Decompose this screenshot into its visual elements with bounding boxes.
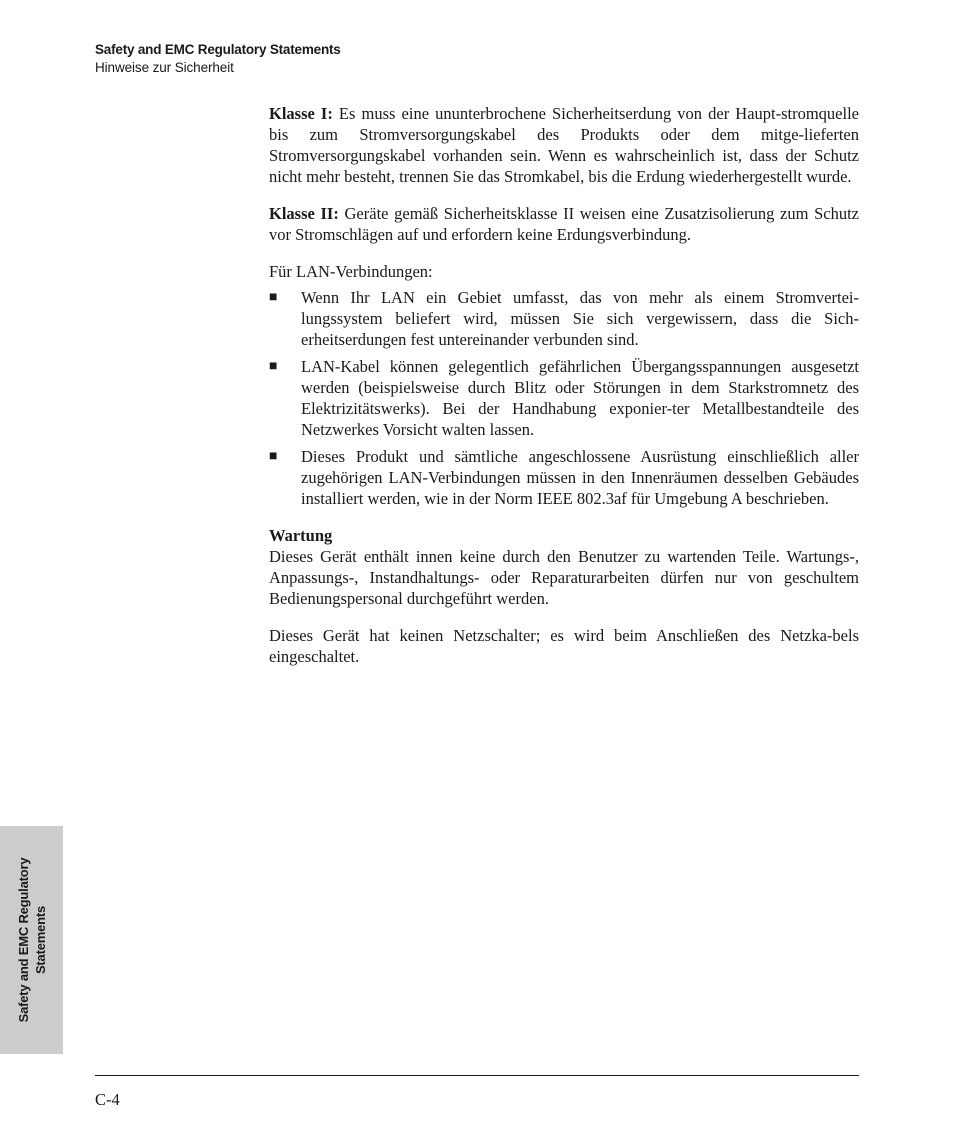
list-item: [269, 446, 859, 509]
list-item: [269, 356, 859, 440]
footer-divider: [95, 1075, 859, 1076]
bullet-square-icon: ■: [269, 359, 278, 374]
maintenance-heading: Wartung: [269, 526, 333, 545]
header-title: Safety and EMC Regulatory Statements: [95, 42, 341, 57]
maintenance-text: Dieses Gerät enthält innen keine durch den Benutzer zu wartenden Teile. Wartungs-, Anpassungs-, Instandhaltungs- oder Reparaturarbeiten dürfen nur von geschultem Bedienungspersonal durchgeführt werden.: [269, 547, 859, 608]
list-item-text: Dieses Produkt und sämtliche angeschlossene Ausrüstung einschließlich aller zugehörigen LAN-Verbindungen müssen in den Innenräumen desselben Gebäudes installiert werden, wie in der Norm IEEE 802.3af für Umgebung A beschrieben.: [301, 447, 859, 508]
chapter-side-tab: [0, 826, 63, 1054]
main-content: [269, 103, 859, 683]
side-tab-label: [15, 826, 49, 1054]
page-number: C-4: [95, 1090, 120, 1109]
side-tab-line-2: Statements: [32, 905, 48, 975]
class1-text: Es muss eine ununterbrochene Sicherheitserdung von der Haupt-stromquelle bis zum Stromversorgungskabel des Produkts oder dem mitge-lieferten Stromversorgungskabel vorhanden sein. Wenn es wahrscheinlich ist, dass der Schutz nicht mehr besteht, trennen Sie das Stromkabel, bis die Erdung wiederhergestellt wurde.: [269, 104, 859, 186]
power-note: Dieses Gerät hat keinen Netzschalter; es wird beim Anschließen des Netzka-bels eingeschaltet.: [269, 626, 859, 666]
bullet-square-icon: ■: [269, 449, 278, 464]
lan-intro: Für LAN-Verbindungen:: [269, 262, 433, 281]
list-item-text: Wenn Ihr LAN ein Gebiet umfasst, das von mehr als einem Stromvertei-lungssystem beliefert wird, müssen Sie sich vergewissern, dass die Sich-erheitserdungen fest untereinander verbunden sind.: [301, 288, 859, 349]
running-header: [95, 41, 341, 77]
list-item-text: LAN-Kabel können gelegentlich gefährlichen Übergangsspannungen ausgesetzt werden (beispielsweise durch Blitz oder Störungen in dem Starkstromnetz des Elektrizitätswerks). Bei der Handhabung exponier-ter Metallbestandteile des Netzwerkes Vorsicht walten lassen.: [301, 357, 859, 439]
class1-lead: Klasse I:: [269, 104, 333, 123]
class2-lead: Klasse II:: [269, 204, 339, 223]
class2-paragraph: [269, 203, 859, 245]
lan-bullet-list: [269, 287, 859, 509]
bullet-square-icon: ■: [269, 290, 278, 305]
maintenance-section: [269, 525, 859, 609]
header-subtitle: Hinweise zur Sicherheit: [95, 60, 234, 75]
class1-paragraph: [269, 103, 859, 187]
list-item: [269, 287, 859, 350]
class2-text: Geräte gemäß Sicherheitsklasse II weisen eine Zusatzisolierung zum Schutz vor Stromschlägen auf und erfordern keine Erdungsverbindung.: [269, 204, 859, 244]
side-tab-line-1: Safety and EMC Regulatory: [15, 857, 31, 1023]
